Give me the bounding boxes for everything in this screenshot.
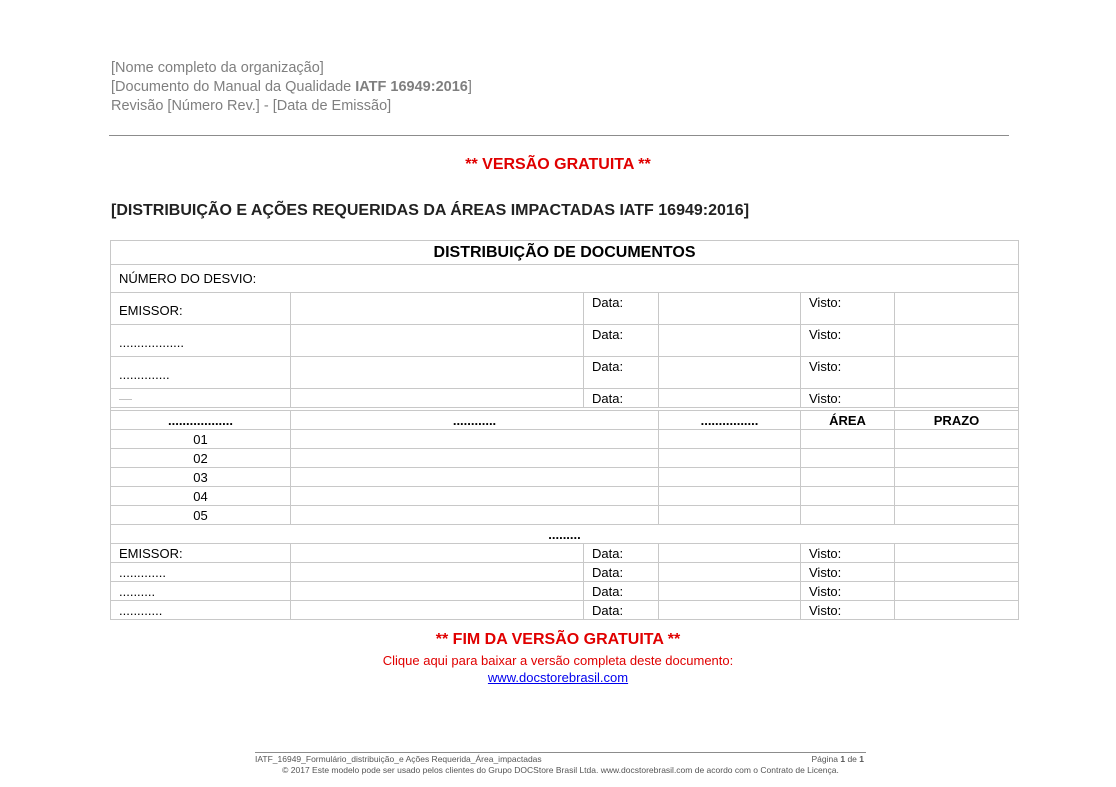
download-link-wrap [0,670,1116,685]
table-row [111,430,1019,449]
date-label: Data: [584,325,659,357]
deviation-row [111,265,1019,293]
visto-entry[interactable] [895,293,1019,325]
date-entry[interactable] [659,563,801,582]
item-action[interactable] [291,487,659,506]
section-label: ......... [111,525,1019,544]
item-number: 01 [111,430,291,449]
table-row [111,449,1019,468]
signoff-entry[interactable] [291,544,584,563]
date-entry[interactable] [659,357,801,389]
date-label: Data: [584,357,659,389]
column-header: ................ [659,411,801,430]
date-entry[interactable] [659,293,801,325]
visto-entry[interactable] [895,601,1019,620]
visto-entry[interactable] [895,544,1019,563]
column-header: .................. [111,411,291,430]
date-label: Data: [584,293,659,325]
item-responsible[interactable] [659,430,801,449]
footer-copyright: © 2017 Este modelo pode ser usado pelos clientes do Grupo DOCStore Brasil Ltda. www.docstorebrasil.com de acordo com o Contrato de Licença. [282,765,839,775]
signoff-name: — [111,389,291,408]
signoff-entry[interactable] [291,357,584,389]
column-header: ............ [291,411,659,430]
section-row [111,525,1019,544]
date-entry[interactable] [659,544,801,563]
visto-label: Visto: [801,544,895,563]
visto-entry[interactable] [895,582,1019,601]
date-label: Data: [584,389,659,408]
visto-entry[interactable] [895,357,1019,389]
deviation-number-field[interactable]: NÚMERO DO DESVIO: [111,265,1019,293]
table-row [111,506,1019,525]
item-action[interactable] [291,449,659,468]
header-divider [109,135,1009,136]
date-label: Data: [584,601,659,620]
footer-page-number: Página 1 de 1 [811,754,864,764]
item-area[interactable] [801,430,895,449]
date-label: Data: [584,582,659,601]
table-title-row [111,241,1019,265]
footer-document-name: IATF_16949_Formulário_distribuição_e Ações Requerida_Área_impactadas [255,754,542,764]
date-entry[interactable] [659,389,801,408]
item-deadline[interactable] [895,430,1019,449]
column-header-row [111,411,1019,430]
signoff-name: EMISSOR: [111,544,291,563]
date-entry[interactable] [659,325,801,357]
item-area[interactable] [801,506,895,525]
table-row [111,601,1019,620]
item-responsible[interactable] [659,506,801,525]
revision-line: Revisão [Número Rev.] - [Data de Emissão] [111,98,392,114]
signoff-name: .......... [111,582,291,601]
table-row [111,389,1019,408]
download-link[interactable]: www.docstorebrasil.com [487,670,629,685]
document-title: [DISTRIBUIÇÃO E AÇÕES REQUERIDAS DA ÁREAS IMPACTADAS IATF 16949:2016] [111,202,750,219]
column-header-prazo: PRAZO [895,411,1019,430]
item-deadline[interactable] [895,487,1019,506]
distribution-table [110,240,1019,620]
visto-entry[interactable] [895,563,1019,582]
column-header-area: ÁREA [801,411,895,430]
table-row [111,357,1019,389]
item-area[interactable] [801,449,895,468]
table-title: DISTRIBUIÇÃO DE DOCUMENTOS [111,241,1019,265]
item-deadline[interactable] [895,468,1019,487]
free-version-banner: ** VERSÃO GRATUITA ** [465,156,651,173]
date-label: Data: [584,544,659,563]
visto-entry[interactable] [895,389,1019,408]
item-number: 05 [111,506,291,525]
visto-label: Visto: [801,601,895,620]
visto-label: Visto: [801,357,895,389]
signoff-name: EMISSOR: [111,293,291,325]
item-area[interactable] [801,468,895,487]
document-header [111,59,472,116]
table-row [111,293,1019,325]
item-number: 03 [111,468,291,487]
item-action[interactable] [291,506,659,525]
item-number: 04 [111,487,291,506]
signoff-entry[interactable] [291,293,584,325]
table-row [111,544,1019,563]
date-label: Data: [584,563,659,582]
item-deadline[interactable] [895,506,1019,525]
signoff-name: ............ [111,601,291,620]
date-entry[interactable] [659,601,801,620]
signoff-entry[interactable] [291,601,584,620]
signoff-name: ............. [111,563,291,582]
visto-label: Visto: [801,582,895,601]
signoff-name: .............. [111,357,291,389]
table-row [111,325,1019,357]
item-deadline[interactable] [895,449,1019,468]
item-responsible[interactable] [659,487,801,506]
table-row [111,563,1019,582]
download-prompt: Clique aqui para baixar a versão completa deste documento: [382,653,734,668]
visto-label: Visto: [801,389,895,408]
visto-entry[interactable] [895,325,1019,357]
page-footer [255,752,866,775]
item-action[interactable] [291,468,659,487]
table-row [111,468,1019,487]
date-entry[interactable] [659,582,801,601]
table-row [111,487,1019,506]
visto-label: Visto: [801,325,895,357]
item-number: 02 [111,449,291,468]
signoff-entry[interactable] [291,325,584,357]
signoff-entry[interactable] [291,563,584,582]
signoff-entry[interactable] [291,582,584,601]
visto-label: Visto: [801,563,895,582]
item-action[interactable] [291,430,659,449]
manual-reference: [Documento do Manual da Qualidade IATF 16949:2016] [111,79,472,95]
visto-label: Visto: [801,293,895,325]
item-responsible[interactable] [659,468,801,487]
end-free-version-banner: ** FIM DA VERSÃO GRATUITA ** [435,631,681,648]
item-responsible[interactable] [659,449,801,468]
signoff-entry[interactable] [291,389,584,408]
table-row [111,582,1019,601]
organization-name: [Nome completo da organização] [111,60,324,76]
item-area[interactable] [801,487,895,506]
signoff-name: .................. [111,325,291,357]
